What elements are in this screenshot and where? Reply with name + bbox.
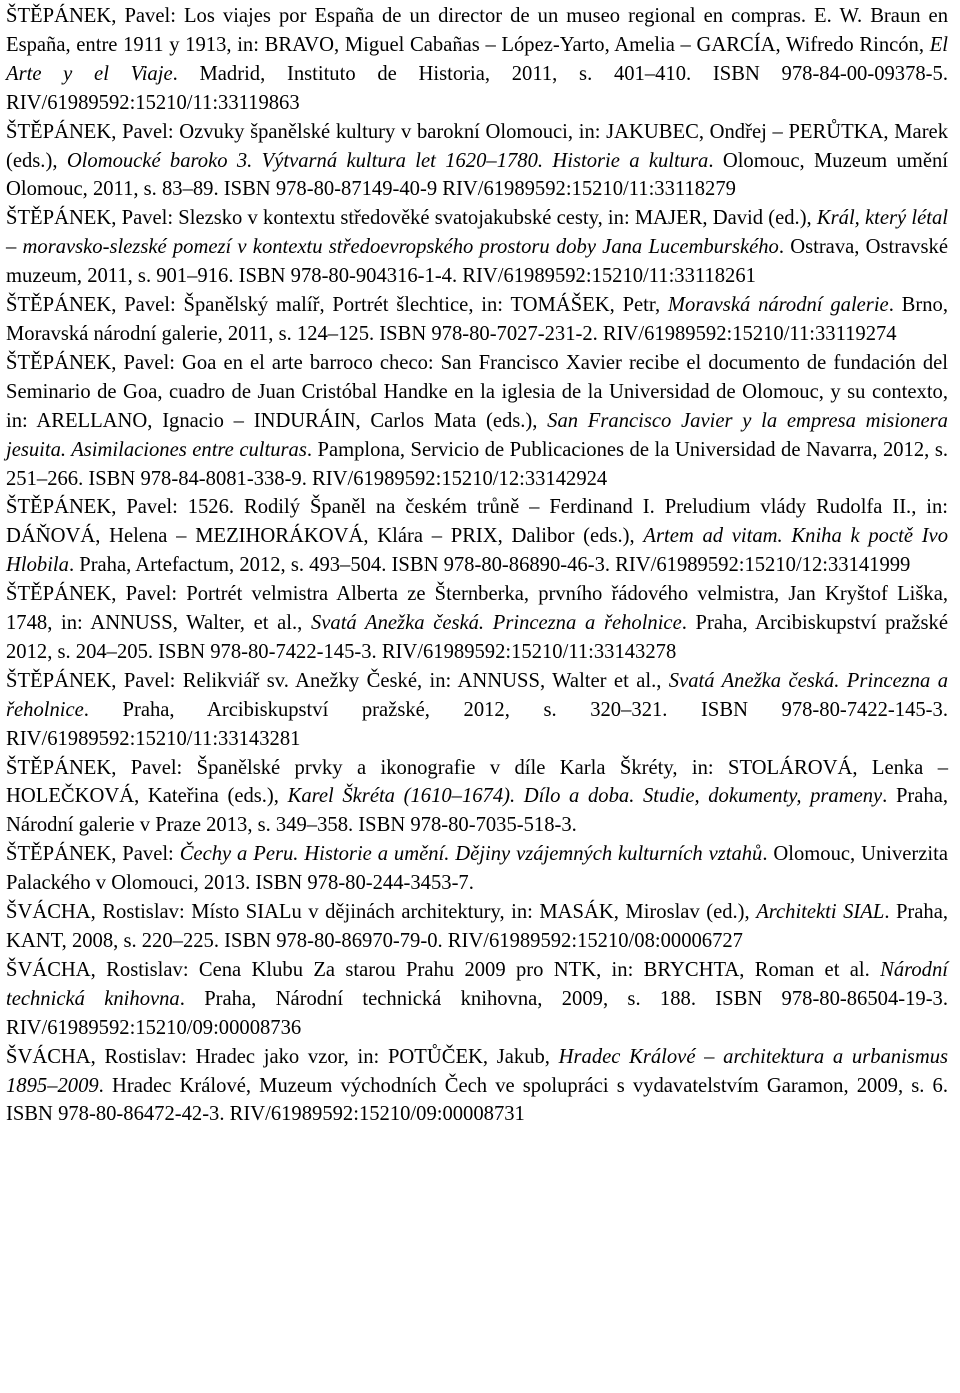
- entry: [6, 754, 948, 841]
- entry-title: Artem ad vitam. Kniha k poctě Ivo Hlobila: [6, 525, 948, 577]
- entry-title: Král, který létal – moravsko-slezské pomezí v kontextu středoevropského prostoru doby Jana Lucemburského: [6, 207, 948, 259]
- entry: [6, 349, 948, 494]
- entry-text: . Praha, Arcibiskupství pražské, 2012, s. 320–321. ISBN 978-80-7422-145-3. RIV/61989592:15210/11:33143281: [6, 698, 948, 750]
- entry-text: . Madrid, Instituto de Historia, 2011, s. 401–410. ISBN 978-84-00-09378-5. RIV/61989592:15210/11:33119863: [6, 62, 948, 114]
- entry: [6, 580, 948, 667]
- entry-text: ŠTĚPÁNEK, Pavel: 1526. Rodilý Španěl na českém trůně – Ferdinand I. Preludium vlády Rudolfa II., in: DÁŇOVÁ, Helena – MEZIHORÁKOVÁ, Klára – PRIX, Dalibor (eds.),: [6, 496, 948, 548]
- entry: [6, 956, 948, 1043]
- entry-text: . Praha, Arcibiskupství pražské 2012, s. 204–205. ISBN 978-80-7422-145-3. RIV/61989592:15210/11:33143278: [6, 612, 948, 663]
- entry: [6, 840, 948, 898]
- entry-title: Čechy a Peru. Historie a umění. Dějiny vzájemných kulturních vztahů: [179, 843, 763, 866]
- entry-text: ŠTĚPÁNEK, Pavel: Španělský malíř, Portrét šlechtice, in: TOMÁŠEK, Petr,: [6, 294, 668, 317]
- entry-title: Moravská národní galerie: [667, 294, 889, 317]
- entry-text: ŠTĚPÁNEK, Pavel:: [6, 843, 180, 866]
- entry-title: San Francisco Javier y la empresa misionera jesuita. Asimilaciones entre culturas: [6, 409, 948, 461]
- entry-text: . Praha, KANT, 2008, s. 220–225. ISBN 978-80-86970-79-0. RIV/61989592:15210/08:00006727: [6, 901, 948, 952]
- entry-text: ŠTĚPÁNEK, Pavel: Ozvuky španělské kultury v barokní Olomouci, in: JAKUBEC, Ondřej – PERŮTKA, Marek (eds.),: [6, 120, 948, 172]
- entry-text: . Brno, Moravská národní galerie, 2011, s. 124–125. ISBN 978-80-7027-231-2. RIV/61989592:15210/11:33119274: [6, 294, 948, 345]
- entry: [6, 898, 948, 956]
- entry: [6, 2, 948, 118]
- entry-text: . Olomouc, Univerzita Palackého v Olomouci, 2013. ISBN 978-80-244-3453-7.: [6, 843, 948, 895]
- entry-title: El Arte y el Viaje: [6, 33, 948, 85]
- entry-text: ŠTĚPÁNEK, Pavel: Goa en el arte barroco checo: San Francisco Xavier recibe el documento de fundación del Seminario de Goa, cuadro de Juan Cristóbal Handke en la iglesia de la Universidad de Olomouc, y su contexto, in: ARELLANO, Ignacio – INDURÁIN, Carlos Mata (eds.),: [6, 351, 948, 432]
- entry-text: ŠTĚPÁNEK, Pavel: Slezsko v kontextu středověké svatojakubské cesty, in: MAJER, David (ed.),: [6, 207, 817, 230]
- entry: [6, 667, 948, 754]
- entry: [6, 291, 948, 349]
- entry-text: ŠVÁCHA, Rostislav: Hradec jako vzor, in: POTŮČEK, Jakub,: [6, 1045, 559, 1068]
- entry-text: . Praha, Národní galerie v Praze 2013, s. 349–358. ISBN 978-80-7035-518-3.: [6, 785, 949, 837]
- entry-title: Hradec Králové – architektura a urbanismus 1895–2009: [6, 1045, 948, 1097]
- entry: [6, 1043, 948, 1130]
- entry: [6, 493, 948, 580]
- entry-text: . Olomouc, Muzeum umění Olomouc, 2011, s. 83–89. ISBN 978-80-87149-40-9 RIV/61989592:15210/11:33118279: [6, 149, 948, 201]
- entry-title: Olomoucké baroko 3. Výtvarná kultura let 1620–1780. Historie a kultura: [66, 149, 709, 172]
- entry-text: . Praha, Artefactum, 2012, s. 493–504. ISBN 978-80-86890-46-3. RIV/61989592:15210/12:33141999: [68, 554, 911, 577]
- entry-text: ŠTĚPÁNEK, Pavel: Portrét velmistra Alberta ze Šternberka, prvního řádového velmistra, Jan Kryštof Liška, 1748, in: ANNUSS, Walter, et al.,: [6, 583, 948, 635]
- entry-text: ŠVÁCHA, Rostislav: Místo SIALu v dějinách architektury, in: MASÁK, Miroslav (ed.),: [6, 901, 757, 924]
- entry-title: Architekti SIAL: [756, 901, 885, 924]
- entry-title: Svatá Anežka česká. Princezna a řeholnice: [6, 669, 948, 721]
- entry-text: . Pamplona, Servicio de Publicaciones de la Universidad de Navarra, 2012, s. 251–266. ISBN 978-84-8081-338-9. RIV/61989592:15210/12:33142924: [6, 438, 948, 490]
- entry-text: . Ostrava, Ostravské muzeum, 2011, s. 901–916. ISBN 978-80-904316-1-4. RIV/61989592:15210/11:33118261: [6, 236, 948, 288]
- entry-text: . Praha, Národní technická knihovna, 2009, s. 188. ISBN 978-80-86504-19-3. RIV/61989592:15210/09:00008736: [6, 987, 948, 1039]
- entry: [6, 118, 948, 205]
- entry-text: . Hradec Králové, Muzeum východních Čech ve spolupráci s vydavatelstvím Garamon, 2009, s. 6. ISBN 978-80-86472-42-3. RIV/61989592:15210/09:00008731: [6, 1074, 948, 1126]
- entry-text: ŠTĚPÁNEK, Pavel: Relikviář sv. Anežky České, in: ANNUSS, Walter et al.,: [6, 669, 669, 692]
- entry-title: Karel Škréta (1610–1674). Dílo a doba. Studie, dokumenty, prameny: [287, 785, 883, 808]
- entry-text: ŠVÁCHA, Rostislav: Cena Klubu Za starou Prahu 2009 pro NTK, in: BRYCHTA, Roman et al.: [6, 958, 881, 981]
- entry-title: Svatá Anežka česká. Princezna a řeholnice: [310, 612, 682, 635]
- entry-title: Národní technická knihovna: [6, 958, 948, 1010]
- entry-text: ŠTĚPÁNEK, Pavel: Los viajes por España de un director de un museo regional en compras. E. W. Braun en España, entre 1911 y 1913, in: BRAVO, Miguel Cabañas – López-Yarto, Amelia – GARCÍA, Wifredo Rincón,: [6, 5, 948, 56]
- entry: [6, 204, 948, 291]
- entry-text: ŠTĚPÁNEK, Pavel: Španělské prvky a ikonografie v díle Karla Škréty, in: STOLÁROVÁ, Lenka – HOLEČKOVÁ, Kateřina (eds.),: [6, 756, 948, 808]
